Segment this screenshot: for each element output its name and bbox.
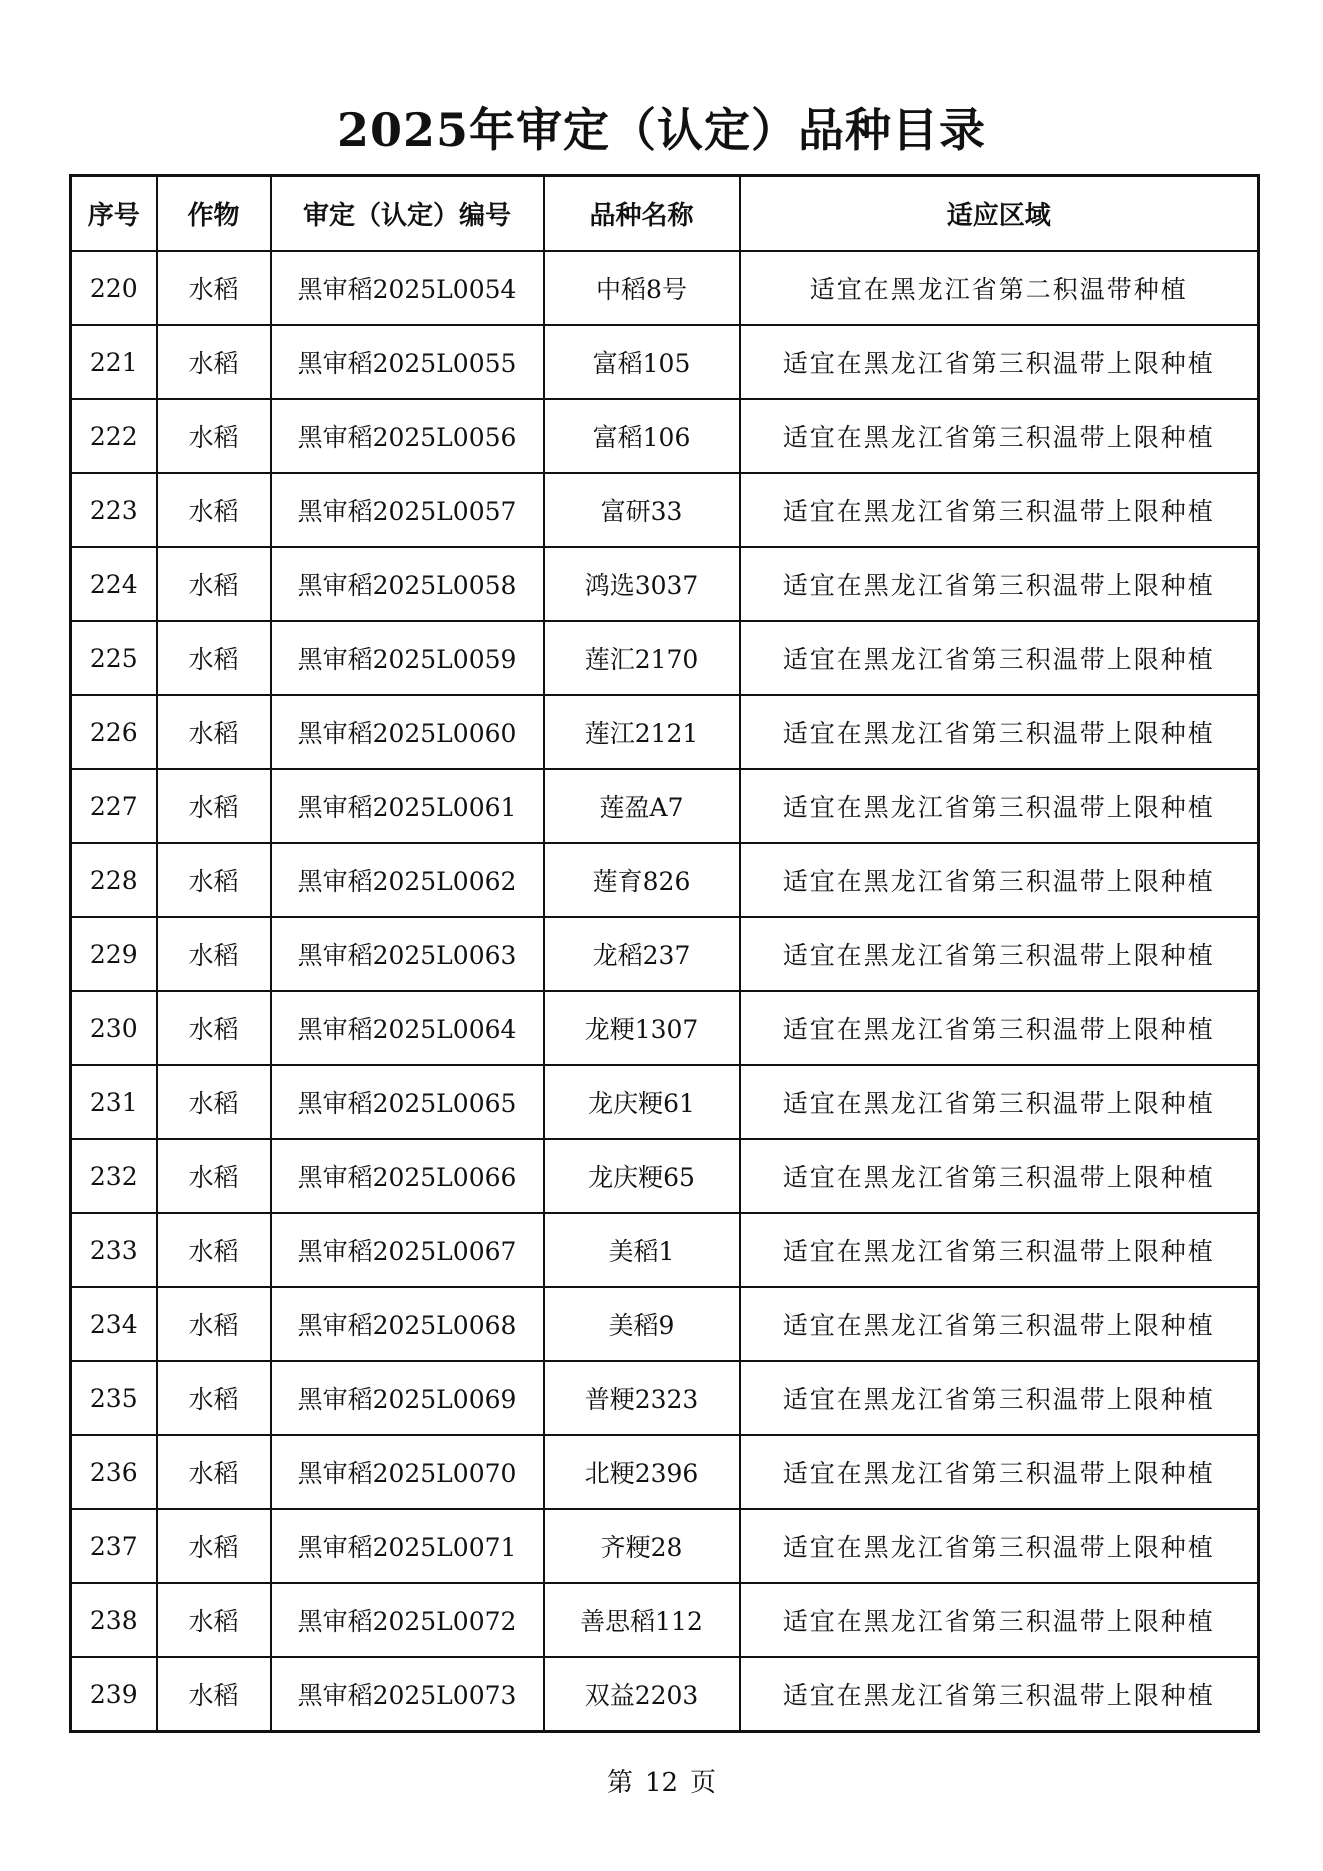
cell-variety: 富稻106 xyxy=(544,399,740,473)
cell-variety: 北粳2396 xyxy=(544,1435,740,1509)
table-row xyxy=(71,769,1259,843)
table-body xyxy=(71,251,1259,1732)
cell-index: 235 xyxy=(71,1361,157,1435)
cell-code: 黑审稻2025L0060 xyxy=(271,695,544,769)
cell-index: 228 xyxy=(71,843,157,917)
cell-area: 适宜在黑龙江省第三积温带上限种植 xyxy=(740,1435,1259,1509)
cell-variety: 中稻8号 xyxy=(544,251,740,325)
cell-code: 黑审稻2025L0072 xyxy=(271,1583,544,1657)
cell-area: 适宜在黑龙江省第三积温带上限种植 xyxy=(740,325,1259,399)
cell-index: 223 xyxy=(71,473,157,547)
cell-crop: 水稻 xyxy=(157,1213,271,1287)
cell-crop: 水稻 xyxy=(157,843,271,917)
cell-area: 适宜在黑龙江省第三积温带上限种植 xyxy=(740,1583,1259,1657)
cell-code: 黑审稻2025L0063 xyxy=(271,917,544,991)
cell-index: 231 xyxy=(71,1065,157,1139)
cell-code: 黑审稻2025L0062 xyxy=(271,843,544,917)
cell-crop: 水稻 xyxy=(157,1583,271,1657)
table-row xyxy=(71,1361,1259,1435)
header-code: 审定（认定）编号 xyxy=(271,176,544,252)
cell-area: 适宜在黑龙江省第三积温带上限种植 xyxy=(740,1213,1259,1287)
footer-suffix: 页 xyxy=(690,1768,717,1798)
table-row xyxy=(71,991,1259,1065)
cell-variety: 龙庆粳61 xyxy=(544,1065,740,1139)
cell-code: 黑审稻2025L0059 xyxy=(271,621,544,695)
cell-index: 229 xyxy=(71,917,157,991)
cell-code: 黑审稻2025L0070 xyxy=(271,1435,544,1509)
cell-crop: 水稻 xyxy=(157,399,271,473)
cell-index: 233 xyxy=(71,1213,157,1287)
cell-crop: 水稻 xyxy=(157,547,271,621)
cell-variety: 龙稻237 xyxy=(544,917,740,991)
cell-area: 适宜在黑龙江省第三积温带上限种植 xyxy=(740,547,1259,621)
cell-area: 适宜在黑龙江省第三积温带上限种植 xyxy=(740,917,1259,991)
cell-code: 黑审稻2025L0073 xyxy=(271,1657,544,1732)
cell-variety: 莲汇2170 xyxy=(544,621,740,695)
cell-area: 适宜在黑龙江省第三积温带上限种植 xyxy=(740,695,1259,769)
cell-code: 黑审稻2025L0057 xyxy=(271,473,544,547)
cell-code: 黑审稻2025L0058 xyxy=(271,547,544,621)
cell-variety: 富稻105 xyxy=(544,325,740,399)
cell-variety: 鸿选3037 xyxy=(544,547,740,621)
table-row xyxy=(71,251,1259,325)
table-row xyxy=(71,1139,1259,1213)
table-row xyxy=(71,1657,1259,1732)
cell-area: 适宜在黑龙江省第三积温带上限种植 xyxy=(740,843,1259,917)
table-row xyxy=(71,843,1259,917)
table-row xyxy=(71,917,1259,991)
cell-area: 适宜在黑龙江省第三积温带上限种植 xyxy=(740,991,1259,1065)
cell-index: 226 xyxy=(71,695,157,769)
cell-index: 221 xyxy=(71,325,157,399)
cell-index: 232 xyxy=(71,1139,157,1213)
table-row xyxy=(71,1065,1259,1139)
cell-code: 黑审稻2025L0065 xyxy=(271,1065,544,1139)
cell-area: 适宜在黑龙江省第三积温带上限种植 xyxy=(740,399,1259,473)
cell-variety: 莲育826 xyxy=(544,843,740,917)
cell-index: 236 xyxy=(71,1435,157,1509)
cell-area: 适宜在黑龙江省第三积温带上限种植 xyxy=(740,1509,1259,1583)
cell-code: 黑审稻2025L0064 xyxy=(271,991,544,1065)
table-row xyxy=(71,473,1259,547)
cell-variety: 齐粳28 xyxy=(544,1509,740,1583)
cell-code: 黑审稻2025L0069 xyxy=(271,1361,544,1435)
cell-code: 黑审稻2025L0071 xyxy=(271,1509,544,1583)
cell-crop: 水稻 xyxy=(157,917,271,991)
cell-code: 黑审稻2025L0066 xyxy=(271,1139,544,1213)
table-row xyxy=(71,1509,1259,1583)
cell-code: 黑审稻2025L0054 xyxy=(271,251,544,325)
cell-area: 适宜在黑龙江省第二积温带种植 xyxy=(740,251,1259,325)
cell-code: 黑审稻2025L0056 xyxy=(271,399,544,473)
cell-crop: 水稻 xyxy=(157,991,271,1065)
table-row xyxy=(71,695,1259,769)
table-row xyxy=(71,1213,1259,1287)
table-row xyxy=(71,621,1259,695)
header-area: 适应区域 xyxy=(740,176,1259,252)
cell-code: 黑审稻2025L0061 xyxy=(271,769,544,843)
cell-code: 黑审稻2025L0055 xyxy=(271,325,544,399)
cell-index: 222 xyxy=(71,399,157,473)
cell-variety: 莲盈A7 xyxy=(544,769,740,843)
cell-index: 220 xyxy=(71,251,157,325)
cell-variety: 美稻9 xyxy=(544,1287,740,1361)
cell-variety: 龙粳1307 xyxy=(544,991,740,1065)
cell-variety: 普粳2323 xyxy=(544,1361,740,1435)
cell-crop: 水稻 xyxy=(157,1509,271,1583)
cell-crop: 水稻 xyxy=(157,695,271,769)
cell-crop: 水稻 xyxy=(157,473,271,547)
cell-variety: 富研33 xyxy=(544,473,740,547)
cell-area: 适宜在黑龙江省第三积温带上限种植 xyxy=(740,473,1259,547)
table-row xyxy=(71,1435,1259,1509)
cell-variety: 龙庆粳65 xyxy=(544,1139,740,1213)
cell-index: 234 xyxy=(71,1287,157,1361)
cell-index: 227 xyxy=(71,769,157,843)
cell-code: 黑审稻2025L0068 xyxy=(271,1287,544,1361)
cell-crop: 水稻 xyxy=(157,769,271,843)
cell-variety: 双益2203 xyxy=(544,1657,740,1732)
cell-crop: 水稻 xyxy=(157,1065,271,1139)
page-title: 2025年审定（认定）品种目录 xyxy=(336,103,987,157)
cell-crop: 水稻 xyxy=(157,325,271,399)
cell-area: 适宜在黑龙江省第三积温带上限种植 xyxy=(740,769,1259,843)
cell-crop: 水稻 xyxy=(157,1287,271,1361)
table-row xyxy=(71,1583,1259,1657)
cell-code: 黑审稻2025L0067 xyxy=(271,1213,544,1287)
page-footer xyxy=(0,1766,1323,1800)
header-index: 序号 xyxy=(71,176,157,252)
variety-catalog-table xyxy=(69,174,1260,1733)
cell-crop: 水稻 xyxy=(157,1657,271,1732)
cell-area: 适宜在黑龙江省第三积温带上限种植 xyxy=(740,1361,1259,1435)
cell-index: 238 xyxy=(71,1583,157,1657)
cell-crop: 水稻 xyxy=(157,1361,271,1435)
header-crop: 作物 xyxy=(157,176,271,252)
table-row xyxy=(71,399,1259,473)
cell-area: 适宜在黑龙江省第三积温带上限种植 xyxy=(740,1287,1259,1361)
cell-variety: 莲江2121 xyxy=(544,695,740,769)
cell-area: 适宜在黑龙江省第三积温带上限种植 xyxy=(740,621,1259,695)
table-row xyxy=(71,547,1259,621)
cell-index: 230 xyxy=(71,991,157,1065)
table-header-row xyxy=(71,176,1259,252)
cell-variety: 美稻1 xyxy=(544,1213,740,1287)
cell-area: 适宜在黑龙江省第三积温带上限种植 xyxy=(740,1139,1259,1213)
cell-crop: 水稻 xyxy=(157,621,271,695)
cell-index: 224 xyxy=(71,547,157,621)
cell-area: 适宜在黑龙江省第三积温带上限种植 xyxy=(740,1065,1259,1139)
table-row xyxy=(71,1287,1259,1361)
footer-prefix: 第 xyxy=(606,1768,633,1798)
cell-variety: 善思稻112 xyxy=(544,1583,740,1657)
cell-index: 239 xyxy=(71,1657,157,1732)
cell-crop: 水稻 xyxy=(157,251,271,325)
page-number: 12 xyxy=(644,1768,679,1798)
cell-index: 237 xyxy=(71,1509,157,1583)
table-row xyxy=(71,325,1259,399)
header-variety: 品种名称 xyxy=(544,176,740,252)
cell-area: 适宜在黑龙江省第三积温带上限种植 xyxy=(740,1657,1259,1732)
cell-index: 225 xyxy=(71,621,157,695)
cell-crop: 水稻 xyxy=(157,1435,271,1509)
cell-crop: 水稻 xyxy=(157,1139,271,1213)
